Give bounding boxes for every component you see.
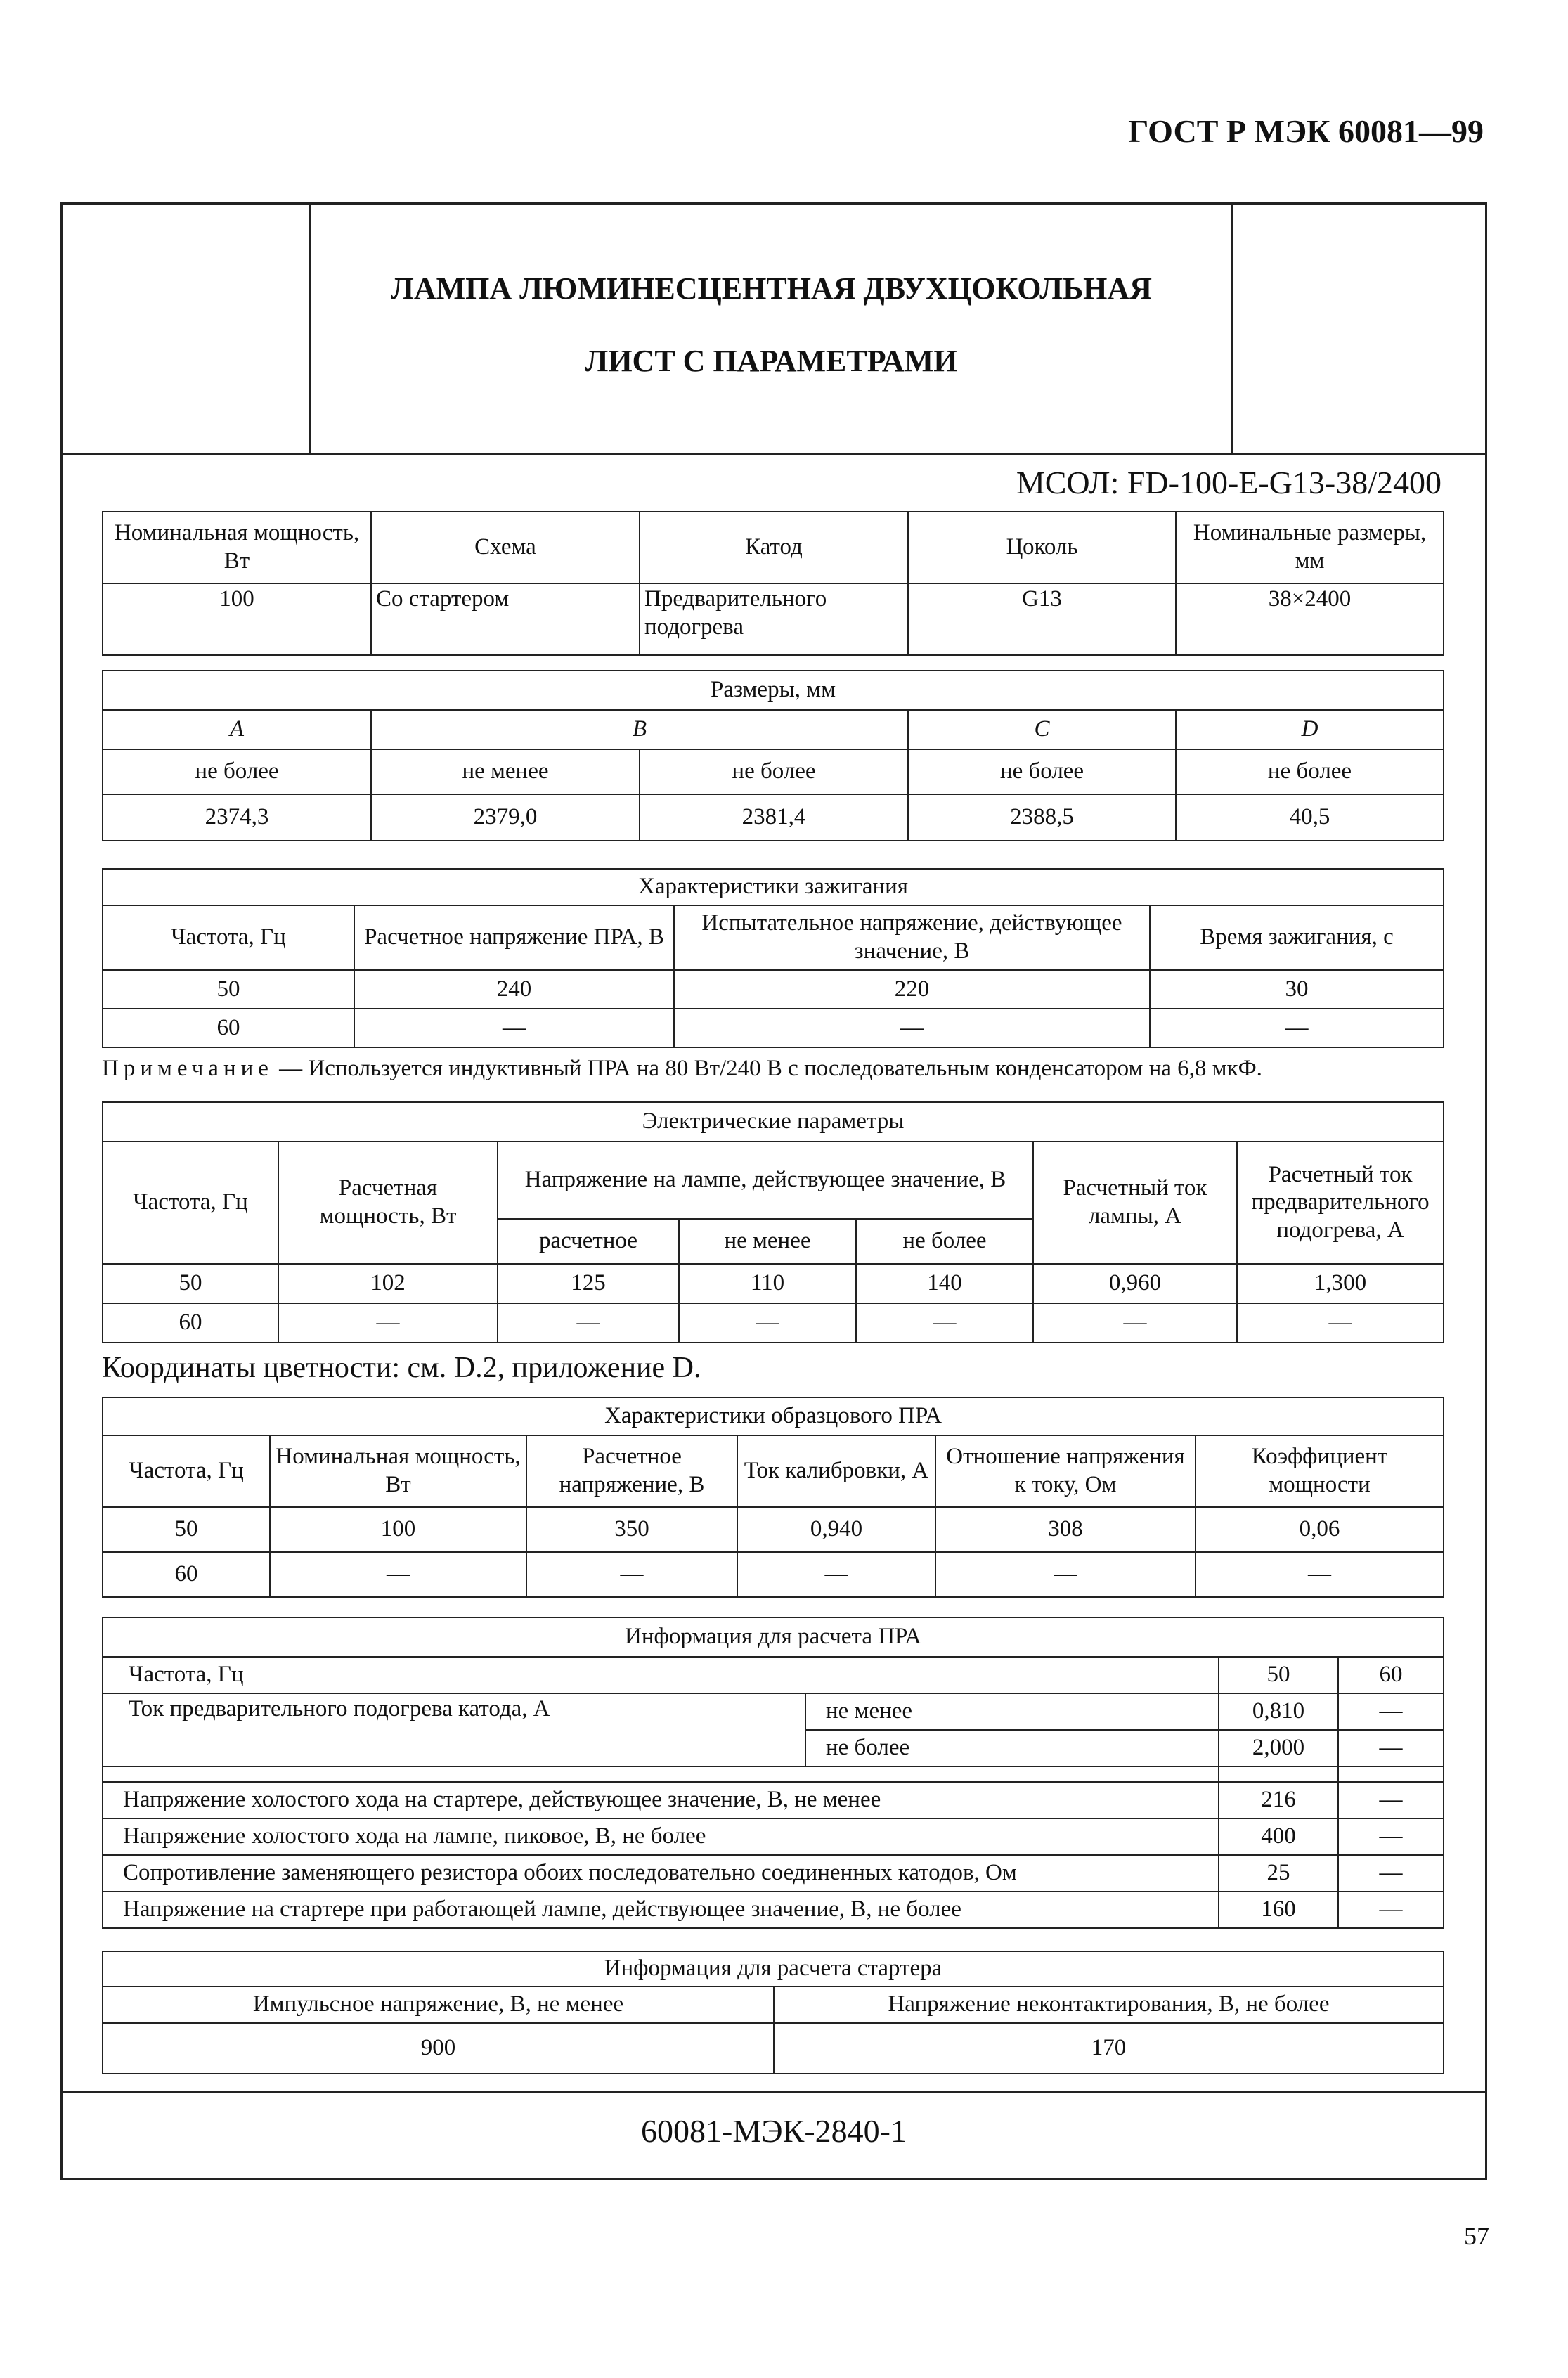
preheat-current-label: Ток предварительного подогрева катода, А: [103, 1693, 805, 1766]
ref-cell: 0,940: [737, 1507, 935, 1552]
ballast-param-label: Напряжение холостого хода на лампе, пиковое, В, не более: [103, 1818, 1219, 1855]
header-scheme: Схема: [371, 512, 640, 583]
ref-cell: —: [270, 1552, 526, 1597]
ignition-table: [102, 868, 1444, 1048]
electrical-cell: —: [1033, 1303, 1237, 1343]
note-label: Примечание: [102, 1056, 273, 1081]
ref-header: Ток калибровки, А: [737, 1435, 935, 1507]
reference-ballast-table: [102, 1397, 1444, 1598]
cell-cathode: Предварительного подогрева: [640, 583, 908, 655]
dim-value: 2374,3: [103, 794, 371, 841]
dim-value: 40,5: [1176, 794, 1444, 841]
dim-letter-d: D: [1176, 710, 1444, 749]
ballast-param-label: Сопротивление заменяющего резистора обоих последовательно соединенных катодов, Ом: [103, 1855, 1219, 1892]
ignition-cell: 30: [1150, 970, 1444, 1009]
preheat-value: —: [1338, 1693, 1444, 1730]
electrical-cell: 50: [103, 1264, 278, 1303]
electrical-cell: 60: [103, 1303, 278, 1343]
footer-divider: [60, 2091, 1487, 2093]
ref-cell: —: [737, 1552, 935, 1597]
starter-info-table: [102, 1951, 1444, 2074]
ref-header: Частота, Гц: [103, 1435, 270, 1507]
electrical-cell: 125: [498, 1264, 679, 1303]
starter-header-impulse: Импульсное напряжение, В, не менее: [103, 1986, 774, 2023]
ballast-freq: 50: [1219, 1657, 1338, 1693]
ignition-header-frequency: Частота, Гц: [103, 905, 354, 970]
preheat-value: 2,000: [1219, 1730, 1338, 1766]
electrical-cell: —: [679, 1303, 856, 1343]
dim-letter-a: A: [103, 710, 371, 749]
ballast-param-value: —: [1338, 1818, 1444, 1855]
ignition-note: [102, 1056, 1465, 1082]
starter-info-title: Информация для расчета стартера: [103, 1951, 1444, 1986]
dim-letter-c: C: [908, 710, 1176, 749]
sheet-title: ЛАМПА ЛЮМИНЕСЦЕНТНАЯ ДВУХЦОКОЛЬНАЯ: [391, 271, 1152, 306]
preheat-min-label: не менее: [805, 1693, 1219, 1730]
ballast-info-title: Информация для расчета ПРА: [103, 1617, 1444, 1657]
ballast-param-label: Напряжение холостого хода на стартере, действующее значение, В, не менее: [103, 1782, 1219, 1818]
preheat-value: 0,810: [1219, 1693, 1338, 1730]
dim-value: 2381,4: [640, 794, 908, 841]
cell-dimensions: 38×2400: [1176, 583, 1444, 655]
ignition-cell: —: [674, 1009, 1150, 1047]
electrical-header-voltage: Напряжение на лампе, действующее значение, В: [498, 1142, 1033, 1219]
dim-limit: не более: [908, 749, 1176, 794]
ignition-cell: —: [354, 1009, 674, 1047]
ballast-param-value: —: [1338, 1782, 1444, 1818]
ballast-param-value: 400: [1219, 1818, 1338, 1855]
ref-cell: 100: [270, 1507, 526, 1552]
electrical-cell: —: [498, 1303, 679, 1343]
ignition-cell: 50: [103, 970, 354, 1009]
ignition-cell: 220: [674, 970, 1150, 1009]
ref-cell: —: [526, 1552, 737, 1597]
ref-header: Коэффициент мощности: [1196, 1435, 1444, 1507]
cell-scheme: Со стартером: [371, 583, 640, 655]
header-nominal-dimensions: Номинальные размеры, мм: [1176, 512, 1444, 583]
electrical-header-power: Расчетная мощность, Вт: [278, 1142, 498, 1264]
ref-cell: —: [1196, 1552, 1444, 1597]
electrical-header-preheat: Расчетный ток предварительного подогрева, А: [1237, 1142, 1444, 1264]
electrical-title: Электрические параметры: [103, 1102, 1444, 1142]
electrical-cell: 102: [278, 1264, 498, 1303]
electrical-cell: 110: [679, 1264, 856, 1303]
chromaticity-note: Координаты цветности: см. D.2, приложение D.: [102, 1352, 701, 1384]
sheet-number: 60081-МЭК-2840-1: [641, 2113, 907, 2149]
ref-cell: 50: [103, 1507, 270, 1552]
note-text: — Используется индуктивный ПРА на 80 Вт/240 В с последовательным конденсатором на 6,8 мкФ.: [273, 1056, 1262, 1081]
ballast-frequency-label: Частота, Гц: [103, 1657, 1219, 1693]
starter-header-noncontact: Напряжение неконтактирования, В, не более: [774, 1986, 1444, 2023]
electrical-cell: 0,960: [1033, 1264, 1237, 1303]
electrical-cell: 1,300: [1237, 1264, 1444, 1303]
header-cathode: Катод: [640, 512, 908, 583]
title-block-divider: [60, 453, 1487, 455]
ballast-param-value: —: [1338, 1855, 1444, 1892]
ignition-title: Характеристики зажигания: [103, 869, 1444, 905]
title-block-left-line: [309, 202, 311, 454]
ignition-cell: 60: [103, 1009, 354, 1047]
ballast-param-value: 160: [1219, 1892, 1338, 1928]
lamp-designation: МСОЛ: FD-100-E-G13-38/2400: [1016, 465, 1441, 500]
ref-header: Номинальная мощность, Вт: [270, 1435, 526, 1507]
ref-header: Расчетное напряжение, В: [526, 1435, 737, 1507]
ref-cell: 0,06: [1196, 1507, 1444, 1552]
ignition-cell: —: [1150, 1009, 1444, 1047]
electrical-cell: 140: [856, 1264, 1033, 1303]
dim-value: 2379,0: [371, 794, 640, 841]
ignition-header-ballast-voltage: Расчетное напряжение ПРА, В: [354, 905, 674, 970]
electrical-cell: —: [856, 1303, 1033, 1343]
electrical-parameters-table: [102, 1101, 1444, 1343]
page-number: 57: [1464, 2222, 1489, 2250]
header-nominal-power: Номинальная мощность, Вт: [103, 512, 371, 583]
header-base: Цоколь: [908, 512, 1176, 583]
cell-base: G13: [908, 583, 1176, 655]
ballast-param-value: 216: [1219, 1782, 1338, 1818]
ballast-freq: 60: [1338, 1657, 1444, 1693]
ref-cell: 60: [103, 1552, 270, 1597]
starter-value: 170: [774, 2023, 1444, 2074]
ref-cell: 308: [935, 1507, 1196, 1552]
ref-header: Отношение напряжения к току, Ом: [935, 1435, 1196, 1507]
dim-limit: не более: [1176, 749, 1444, 794]
ref-cell: 350: [526, 1507, 737, 1552]
ref-cell: —: [935, 1552, 1196, 1597]
dim-letter-b: B: [371, 710, 908, 749]
voltage-sub-rated: расчетное: [498, 1219, 679, 1264]
ballast-param-value: 25: [1219, 1855, 1338, 1892]
dim-limit: не менее: [371, 749, 640, 794]
title-block-right-line: [1231, 202, 1233, 454]
ignition-cell: 240: [354, 970, 674, 1009]
ignition-header-time: Время зажигания, с: [1150, 905, 1444, 970]
dim-value: 2388,5: [908, 794, 1176, 841]
electrical-cell: —: [278, 1303, 498, 1343]
standard-number: ГОСТ Р МЭК 60081—99: [1128, 113, 1484, 149]
ballast-param-label: Напряжение на стартере при работающей лампе, действующее значение, В, не более: [103, 1892, 1219, 1928]
main-parameters-table: [102, 511, 1444, 656]
dimensions-table: [102, 670, 1444, 841]
electrical-header-frequency: Частота, Гц: [103, 1142, 278, 1264]
electrical-cell: —: [1237, 1303, 1444, 1343]
starter-value: 900: [103, 2023, 774, 2074]
ballast-info-table: [102, 1617, 1444, 1929]
preheat-max-label: не более: [805, 1730, 1219, 1766]
dim-limit: не более: [103, 749, 371, 794]
sheet-subtitle: ЛИСТ С ПАРАМЕТРАМИ: [585, 344, 958, 378]
preheat-value: —: [1338, 1730, 1444, 1766]
ballast-param-value: —: [1338, 1892, 1444, 1928]
cell-power: 100: [103, 583, 371, 655]
dim-limit: не более: [640, 749, 908, 794]
dimensions-title: Размеры, мм: [103, 671, 1444, 710]
voltage-sub-max: не более: [856, 1219, 1033, 1264]
ignition-header-test-voltage: Испытательное напряжение, действующее значение, В: [674, 905, 1150, 970]
ref-ballast-title: Характеристики образцового ПРА: [103, 1397, 1444, 1435]
electrical-header-current: Расчетный ток лампы, А: [1033, 1142, 1237, 1264]
voltage-sub-min: не менее: [679, 1219, 856, 1264]
